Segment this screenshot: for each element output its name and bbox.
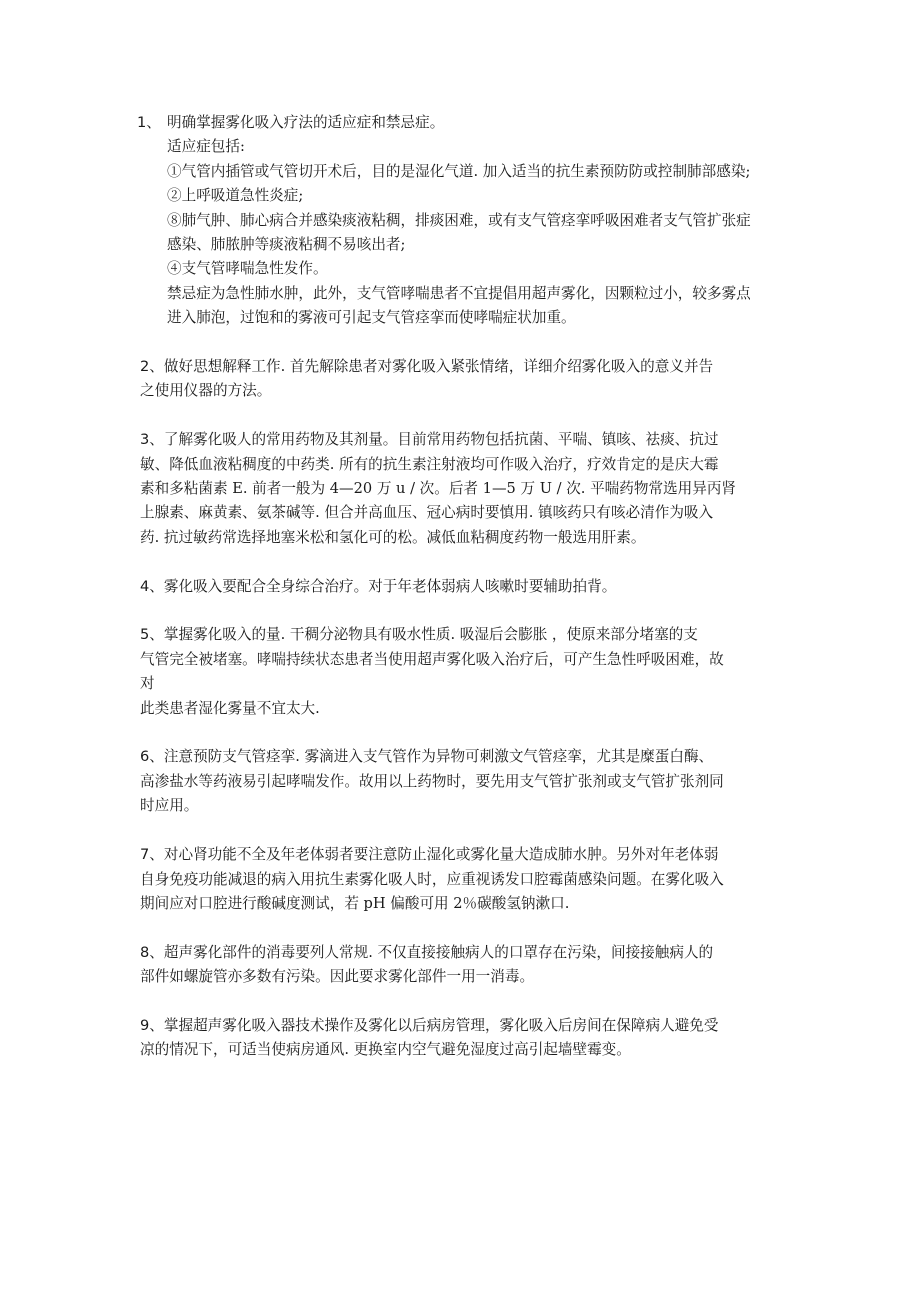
item-2-line-1 <box>140 355 790 379</box>
item-2-number: 2、 <box>140 358 164 376</box>
item-7-text-1: 对心肾功能不全及年老体弱者要注意防止湿化或雾化量大造成肺水肿。另外对年老体弱 <box>163 846 719 864</box>
item-8-number: 8、 <box>140 943 164 961</box>
item-1-title: 明确掌握雾化吸入疗法的适应症和禁忌症。 <box>167 114 445 131</box>
item-6-number: 6、 <box>140 748 164 766</box>
indications-label: 适应症包括: <box>167 138 245 156</box>
item-2 <box>140 355 790 404</box>
item-7-line-2: 自身免疫功能减退的病入用抗生素雾化吸人时，应重视诱发口腔霉菌感染问题。在雾化吸入 <box>140 870 724 888</box>
item-4-text-1: 雾化吸入要配合全身综合治疗。对于年老体弱病人咳嗽时要辅助拍背。 <box>163 577 617 595</box>
item-5-line-2: 气管完全被堵塞。哮喘持续状态患者当使用超声雾化吸入治疗后，可产生急性呼吸困难，故 <box>140 650 724 668</box>
item-3-line-1 <box>140 428 790 452</box>
item-8-line-2: 部件如螺旋管亦多数有污染。因此要求雾化部件一用一消毒。 <box>140 968 535 986</box>
item-4-number: 4、 <box>140 577 164 595</box>
item-3-line-2: 敏、降低血液粘稠度的中药类. 所有的抗生素注射液均可作吸入治疗，疗效肯定的是庆大霉 <box>140 455 719 473</box>
item-4 <box>140 575 790 599</box>
item-7 <box>140 843 790 916</box>
item-9 <box>140 1014 790 1063</box>
indication-line-5: ④支气管哮喘急性发作。 <box>167 260 328 278</box>
item-5-line-1 <box>140 623 790 647</box>
item-5-line-4: 此类患者湿化雾量不宜太大. <box>140 699 320 717</box>
item-1 <box>137 111 790 331</box>
item-8-line-1 <box>140 941 790 965</box>
document-body <box>137 111 790 1087</box>
item-3-text-1: 了解雾化吸人的常用药物及其剂量。目前常用药物包括抗菌、平喘、镇咳、祛痰、抗过 <box>163 431 719 449</box>
item-5-text-1: 掌握雾化吸入的量. 干稠分泌物具有吸水性质. 吸湿后会膨胀 ，使原来部分堵塞的支 <box>163 626 698 644</box>
indication-line-1: ①气管内插管或气管切开术后，目的是湿化气道. 加入适当的抗生素预防防或控制肺部感染; <box>167 162 751 180</box>
contraindication-line-1: 禁忌症为急性肺水肿，此外，支气管哮喘患者不宜提倡用超声雾化，因颗粒过小，较多雾点 <box>167 284 751 302</box>
item-9-text-1: 掌握超声雾化吸入器技术操作及雾化以后病房管理，雾化吸入后房间在保障病人避免受 <box>163 1016 719 1034</box>
contraindication-line-2: 进入肺泡，过饱和的雾液可引起支气管痉挛而使哮喘症状加重。 <box>167 309 576 327</box>
item-9-number: 9、 <box>140 1016 164 1034</box>
item-3-line-3: 素和多粘菌素 E. 前者一般为 4—20 万 u / 次。后者 1—5 万 U / 次. 平喘药物常选用异丙肾 <box>140 480 737 498</box>
item-7-line-1 <box>140 843 790 867</box>
item-7-line-3: 期间应对口腔进行酸碱度测试，若 pH 偏酸可用 2％碳酸氢钠漱口. <box>140 894 570 912</box>
item-5-number: 5、 <box>140 626 164 644</box>
indication-line-4: 感染、肺脓肿等痰液粘稠不易咳出者; <box>167 236 406 254</box>
item-6-line-1 <box>140 745 790 769</box>
item-9-line-2: 凉的情况下，可适当使病房通风. 更换室内空气避免湿度过高引起墙壁霉变。 <box>140 1041 631 1059</box>
item-9-line-1 <box>140 1014 790 1038</box>
item-3-line-5: 药. 抗过敏药常选择地塞米松和氢化可的松。减低血粘稠度药物一般选用肝素。 <box>140 528 646 546</box>
item-1-number: 1、 <box>137 114 161 131</box>
item-2-text-1: 做好思想解释工作. 首先解除患者对雾化吸入紧张情绪，详细介绍雾化吸入的意义并告 <box>163 358 714 376</box>
item-6-line-2: 高渗盐水等药液易引起哮喘发作。故用以上药物时，要先用支气管扩张剂或支气管扩张剂同 <box>140 772 724 790</box>
item-4-line-1 <box>140 575 790 599</box>
item-7-number: 7、 <box>140 846 164 864</box>
indication-line-2: ②上呼吸道急性炎症; <box>167 187 304 205</box>
item-3-line-4: 上腺素、麻黄素、氨茶碱等. 但合并高血压、冠心病时要慎用. 镇咳药只有咳必清作为吸入 <box>140 504 714 522</box>
item-3-number: 3、 <box>140 431 164 449</box>
item-6-line-3: 时应用。 <box>140 797 199 815</box>
item-6-text-1: 注意预防支气管痉挛. 雾滴进入支气管作为异物可刺激文气管痉挛，尤其是糜蛋白酶、 <box>163 748 714 766</box>
item-5-line-3: 对 <box>140 675 155 693</box>
item-8-text-1: 超声雾化部件的消毒要列人常规. 不仅直接接触病人的口罩存在污染，间接接触病人的 <box>163 943 714 961</box>
item-6 <box>140 745 790 818</box>
item-2-line-2: 之使用仪器的方法。 <box>140 382 272 400</box>
item-8 <box>140 941 790 990</box>
item-5 <box>140 623 790 721</box>
item-3 <box>140 428 790 550</box>
indication-line-3: ⑧肺气肿、肺心病合并感染痰液粘稠，排痰困难，或有支气管痉挛呼吸困难者支气管扩张症 <box>167 211 751 229</box>
